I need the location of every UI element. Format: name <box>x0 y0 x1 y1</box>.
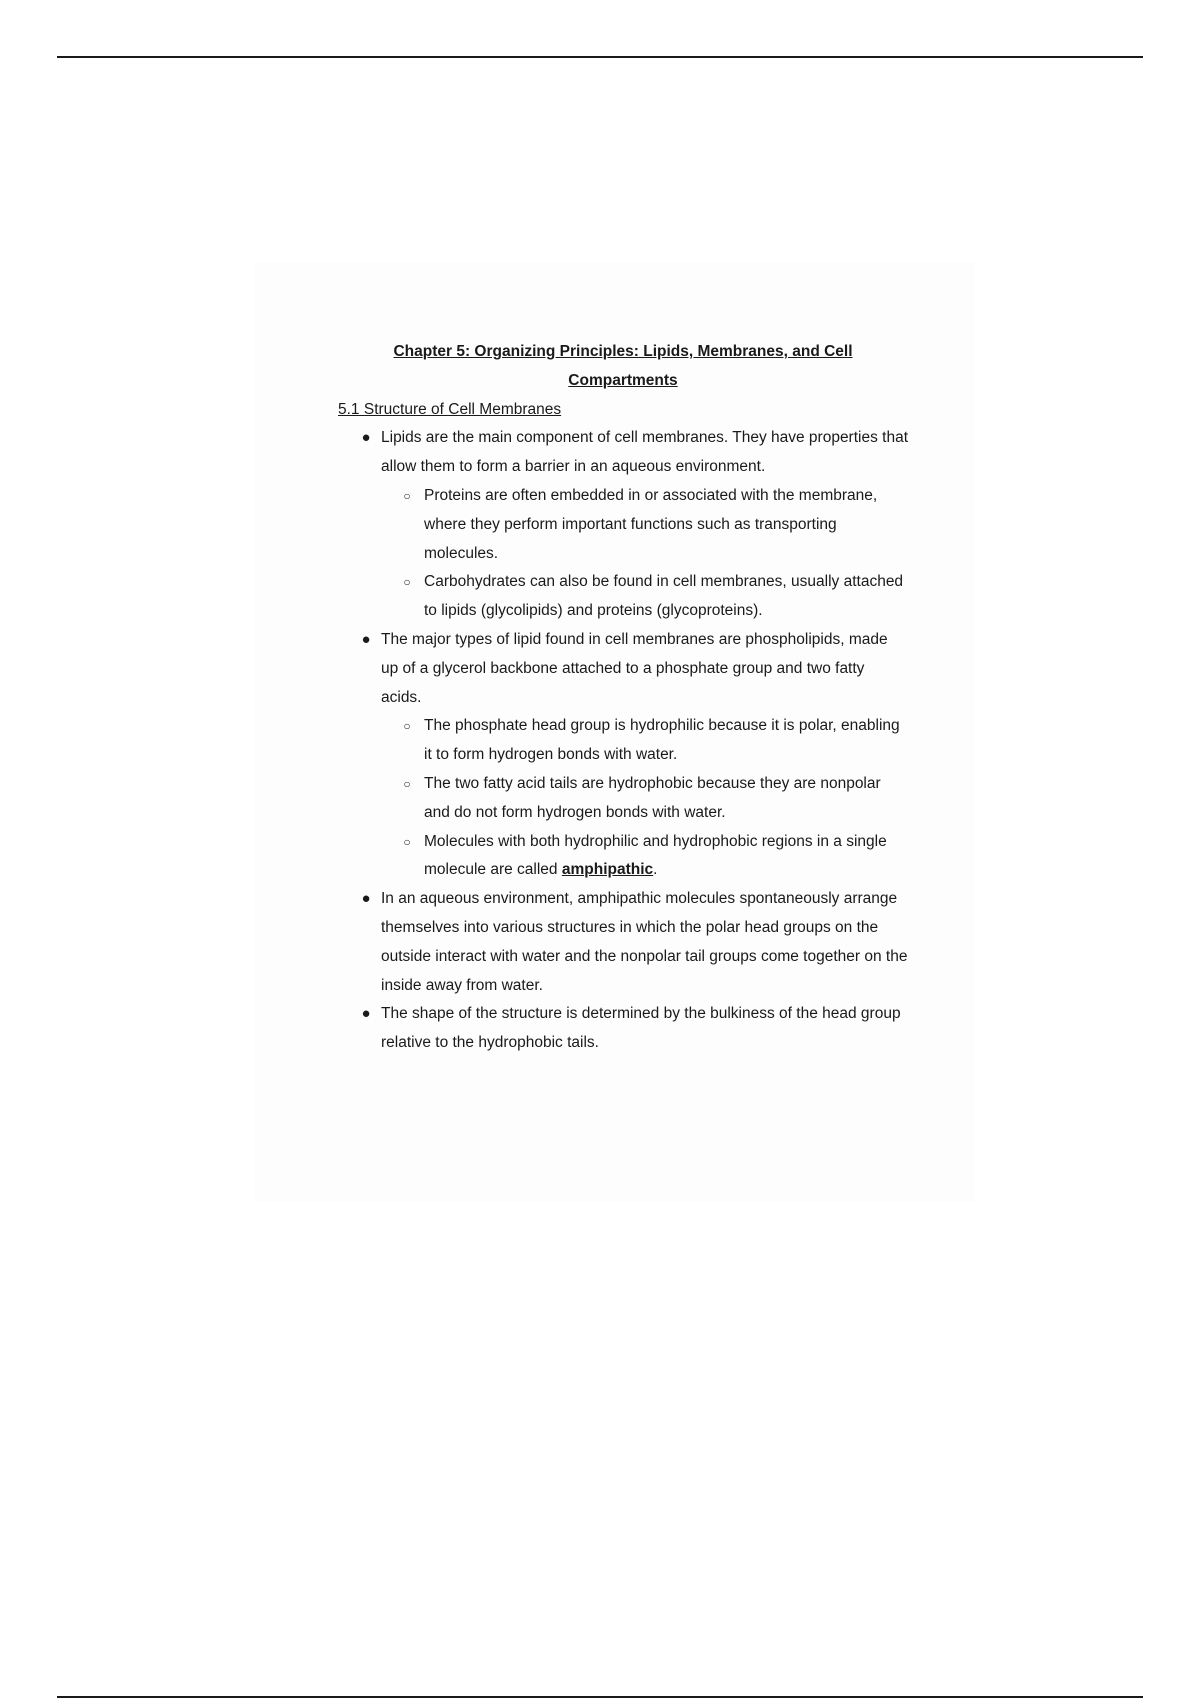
filled-bullet-icon: ● <box>361 429 371 447</box>
hollow-bullet-icon: ○ <box>403 488 411 503</box>
list-item <box>338 626 908 885</box>
list-item <box>338 1000 908 1058</box>
list-item-text: The major types of lipid found in cell membranes are phospholipids, made up of a glycerol backbone attached to a phosphate group and two fatty acids. <box>381 630 888 706</box>
hollow-bullet-icon: ○ <box>403 719 411 734</box>
list-item-text: Lipids are the main component of cell membranes. They have properties that allow them to form a barrier in an aqueous environment. <box>381 429 908 476</box>
section-heading: 5.1 Structure of Cell Membranes <box>338 400 562 418</box>
hollow-bullet-icon: ○ <box>403 776 411 791</box>
hollow-bullet-icon: ○ <box>403 575 411 590</box>
document-title: Chapter 5: Organizing Principles: Lipids, Membranes, and Cell Compartments <box>393 343 853 389</box>
list-item <box>338 885 908 1000</box>
list-item-text: The shape of the structure is determined by the bulkiness of the head group relative to the hydrophobic tails. <box>381 1005 901 1052</box>
sub-list-item-text: Proteins are often embedded in or associated with the membrane, where they perform important functions such as transporting molecules. <box>424 486 878 562</box>
sub-list-item <box>381 482 908 568</box>
sub-list-item-text: The two fatty acid tails are hydrophobic because they are nonpolar and do not form hydrogen bonds with water. <box>424 774 881 821</box>
key-term-amphipathic: amphipathic <box>561 861 654 879</box>
filled-bullet-icon: ● <box>361 630 371 648</box>
sub-bullet-list <box>381 712 908 885</box>
list-item <box>338 424 908 626</box>
document-body <box>338 338 908 1058</box>
sub-list-item-text-after: . <box>653 861 658 879</box>
top-rule <box>57 56 1143 58</box>
bottom-rule <box>57 1696 1143 1698</box>
bullet-list <box>338 424 908 1058</box>
sub-list-item <box>381 712 908 770</box>
sub-list-item <box>381 568 908 626</box>
filled-bullet-icon: ● <box>361 890 371 908</box>
sub-list-item-text-before: Molecules with both hydrophilic and hydrophobic regions in a single molecule are called <box>424 832 887 879</box>
sub-list-item <box>381 770 908 828</box>
sub-list-item-text: The phosphate head group is hydrophilic because it is polar, enabling it to form hydrogen bonds with water. <box>424 717 900 764</box>
hollow-bullet-icon: ○ <box>403 834 411 849</box>
sub-list-item <box>381 828 908 886</box>
list-item-text: In an aqueous environment, amphipathic molecules spontaneously arrange themselves into various structures in which the polar head groups on the outside interact with water and the nonpolar tail groups come together on the inside away from water. <box>381 890 908 994</box>
sub-bullet-list <box>381 482 908 626</box>
sub-list-item-text: Carbohydrates can also be found in cell membranes, usually attached to lipids (glycolipids) and proteins (glycoproteins). <box>424 573 904 620</box>
filled-bullet-icon: ● <box>361 1005 371 1023</box>
